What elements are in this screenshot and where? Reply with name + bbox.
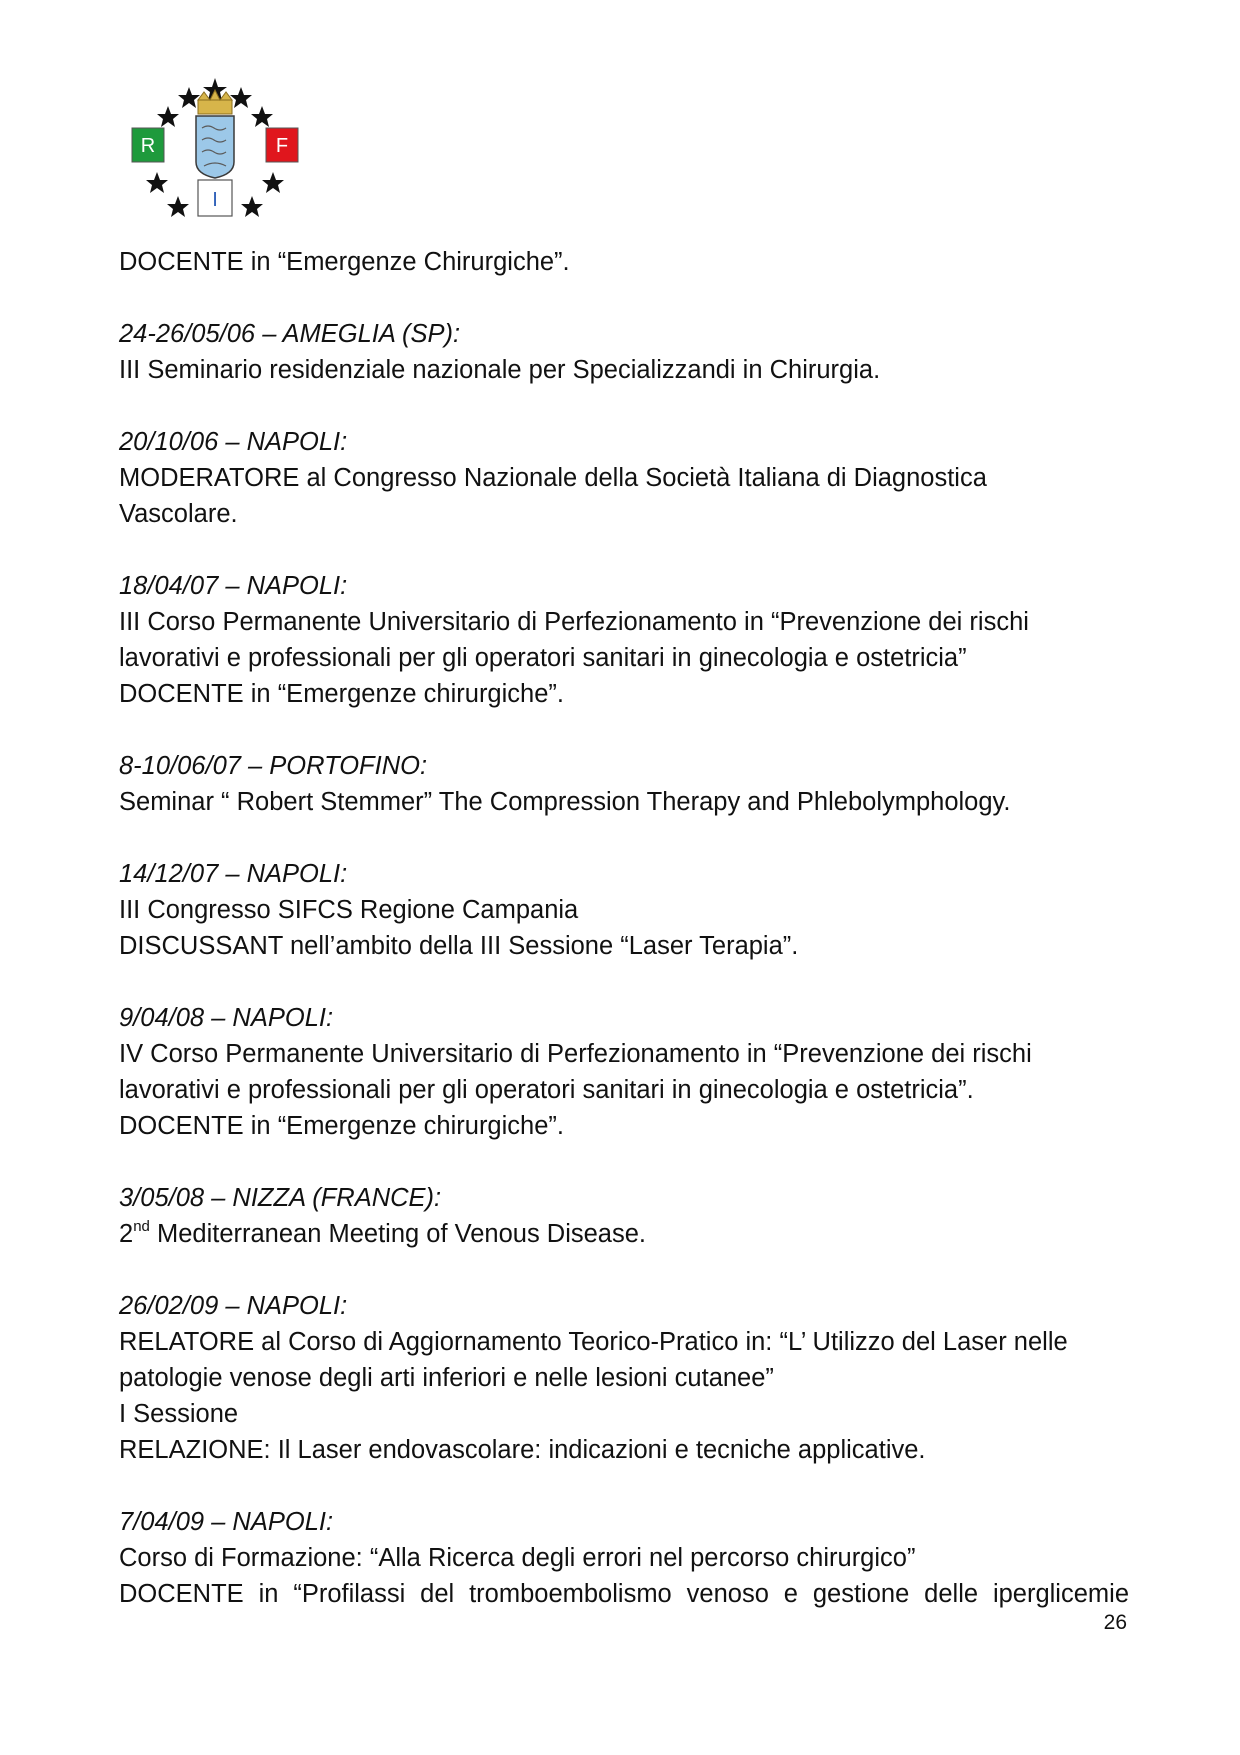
entry [119,748,1129,820]
entry-date: 18/04/07 – NAPOLI: [119,572,348,600]
entry [119,1180,1129,1252]
entry [119,316,1129,388]
entry [119,1000,1129,1144]
shield-icon [196,116,234,178]
rfi-logo [120,70,310,240]
entry-line: Vascolare. [119,500,238,528]
entry-line: lavorativi e professionali per gli operatori sanitari in ginecologia e ostetricia” [119,644,967,672]
entry-line: III Corso Permanente Universitario di Perfezionamento in “Prevenzione dei rischi [119,608,1029,636]
star-icon [146,172,168,193]
entry-date: 14/12/07 – NAPOLI: [119,860,348,888]
entry [119,1288,1129,1468]
entry [119,856,1129,964]
star-icon [230,87,252,108]
entry-line: lavorativi e professionali per gli operatori sanitari in ginecologia e ostetricia”. [119,1076,974,1104]
entry-line: IV Corso Permanente Universitario di Perfezionamento in “Prevenzione dei rischi [119,1040,1032,1068]
entry-line: Seminar “ Robert Stemmer” The Compression Therapy and Phlebolymphology. [119,788,1011,816]
star-icon [251,106,273,127]
entry-line: I Sessione [119,1400,239,1428]
entry-line: Corso di Formazione: “Alla Ricerca degli errori nel percorso chirurgico” [119,1544,916,1572]
ordinal-suffix: nd [133,1218,150,1235]
entry-date: 26/02/09 – NAPOLI: [119,1292,348,1320]
star-icon [241,196,263,217]
entry-line: DOCENTE in “Profilassi del tromboembolismo venoso e gestione delle iperglicemie [119,1580,1129,1608]
entry [119,424,1129,532]
entry-date: 7/04/09 – NAPOLI: [119,1508,334,1536]
star-icon [262,172,284,193]
logo-letter-i: I [212,189,218,211]
entry-date: 24-26/05/06 – AMEGLIA (SP): [119,320,461,348]
entry-line: III Congresso SIFCS Regione Campania [119,896,579,924]
entry-date: 8-10/06/07 – PORTOFINO: [119,752,428,780]
logo-letter-r: R [140,135,156,157]
star-icon [157,106,179,127]
entry-line [119,1216,1129,1252]
entry-line-text: Mediterranean Meeting of Venous Disease. [149,1220,647,1248]
crown-icon [198,90,232,114]
entry-date: 3/05/08 – NIZZA (FRANCE): [119,1184,442,1212]
entry-line: patologie venose degli arti inferiori e nelle lesioni cutanee” [119,1364,774,1392]
page-number: 26 [1103,1611,1127,1634]
logo-letter-f: F [275,135,289,157]
entry [119,1504,1129,1612]
entry-line: DOCENTE in “Emergenze chirurgiche”. [119,680,564,708]
entry [119,568,1129,712]
entry-line: DISCUSSANT nell’ambito della III Sessione “Laser Terapia”. [119,932,799,960]
document-body [119,244,1129,1612]
intro-line: DOCENTE in “Emergenze Chirurgiche”. [119,248,570,276]
entry-line: MODERATORE al Congresso Nazionale della Società Italiana di Diagnostica [119,464,987,492]
ordinal-number: 2 [119,1220,134,1248]
entry-date: 20/10/06 – NAPOLI: [119,428,348,456]
entry-line: DOCENTE in “Emergenze chirurgiche”. [119,1112,564,1140]
entry-line: RELAZIONE: Il Laser endovascolare: indicazioni e tecniche applicative. [119,1436,926,1464]
star-icon [167,196,189,217]
star-icon [178,87,200,108]
entry-line: III Seminario residenziale nazionale per Specializzandi in Chirurgia. [119,356,881,384]
entry-line: RELATORE al Corso di Aggiornamento Teorico-Pratico in: “L’ Utilizzo del Laser nelle [119,1328,1068,1356]
entry-date: 9/04/08 – NAPOLI: [119,1004,334,1032]
